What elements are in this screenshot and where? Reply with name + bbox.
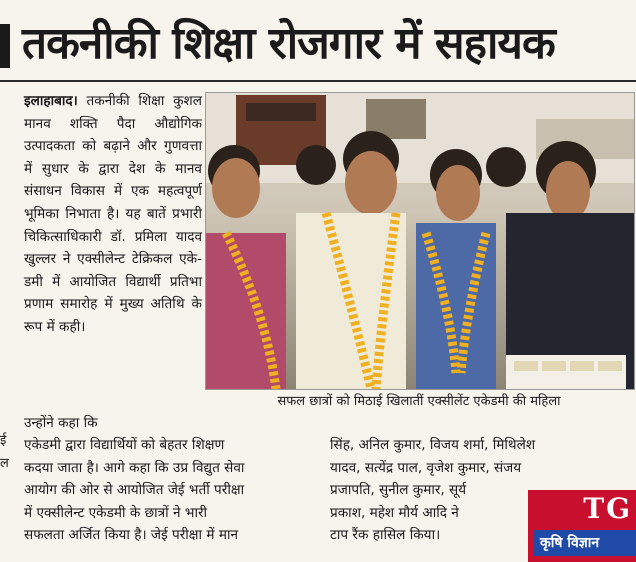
edge-char: ल bbox=[0, 455, 9, 471]
body-left-column bbox=[24, 434, 322, 547]
body-line: एकेडमी द्वारा विद्यार्थियों को बेहतर शिक्षण bbox=[24, 437, 225, 453]
headline: तकनीकी शिक्षा रोजगार में सहायक bbox=[22, 18, 555, 69]
body-line: सफलता अर्जित किया है। जेई परीक्षा में मान bbox=[24, 527, 239, 544]
headline-block bbox=[0, 10, 636, 78]
body-line: सिंह, अनिल कुमार, विजय शर्मा, मिथिलेश bbox=[330, 437, 536, 453]
dateline: इलाहाबाद। bbox=[24, 93, 78, 109]
ad-logo: TG bbox=[583, 492, 632, 525]
news-photo bbox=[205, 92, 635, 390]
continuation-line: उन्होंने कहा कि bbox=[24, 415, 98, 431]
body-line: टाप रैंक हासिल किया। bbox=[330, 527, 441, 544]
intro-text: तकनीकी शिक्षा कुशल मानव शक्ति पैदा औद्योगिक उत्पादकता को बढ़ाने और गुणवत्ता में सुधार के द्वारा देश के मानव संसाधन विकास में एक महत्वपूर्ण भूमिका निभाता है। यह बातें प्रभारी चिकित्साधिकारी डॉ. प्रमिला यादव खुल्लर ने एक्सीलेन्ट टेक्रिकल एके-डमी में आयोजित विद्यार्थी प्रतिभा प्रणाम समारोह में मुख्य अतिथि के रूप में कही। bbox=[24, 93, 202, 335]
body-line: प्रकाश, महेश मौर्य आदि ने bbox=[330, 504, 459, 521]
photo-illustration bbox=[206, 93, 634, 389]
advertisement bbox=[528, 490, 636, 562]
body-line: आयोग की ओर से आयोजित जेई भर्ती परीक्षा bbox=[24, 482, 245, 499]
edge-char: ई bbox=[0, 433, 7, 448]
photo-caption: सफल छात्रों को मिठाई खिलातीं एक्सीलेंट एकेडमी की महिला bbox=[277, 394, 561, 409]
body-line: यादव, सत्येंद्र पाल, वृजेश कुमार, संजय bbox=[330, 459, 522, 476]
headline-rule bbox=[0, 80, 636, 82]
intro-column bbox=[24, 90, 202, 339]
ad-tagline: कृषि विज्ञान bbox=[534, 530, 636, 556]
headline-bar bbox=[0, 24, 10, 68]
body-line: कदया जाता है। आगे कहा कि उप्र विद्युत सेवा bbox=[24, 459, 245, 476]
adjacent-column-fragment bbox=[0, 430, 18, 475]
body-line: में एक्सीलेन्ट एकेडमी के छात्रों ने भारी bbox=[24, 504, 208, 521]
body-line: प्रजापति, सुनील कुमार, सूर्य bbox=[330, 482, 467, 499]
